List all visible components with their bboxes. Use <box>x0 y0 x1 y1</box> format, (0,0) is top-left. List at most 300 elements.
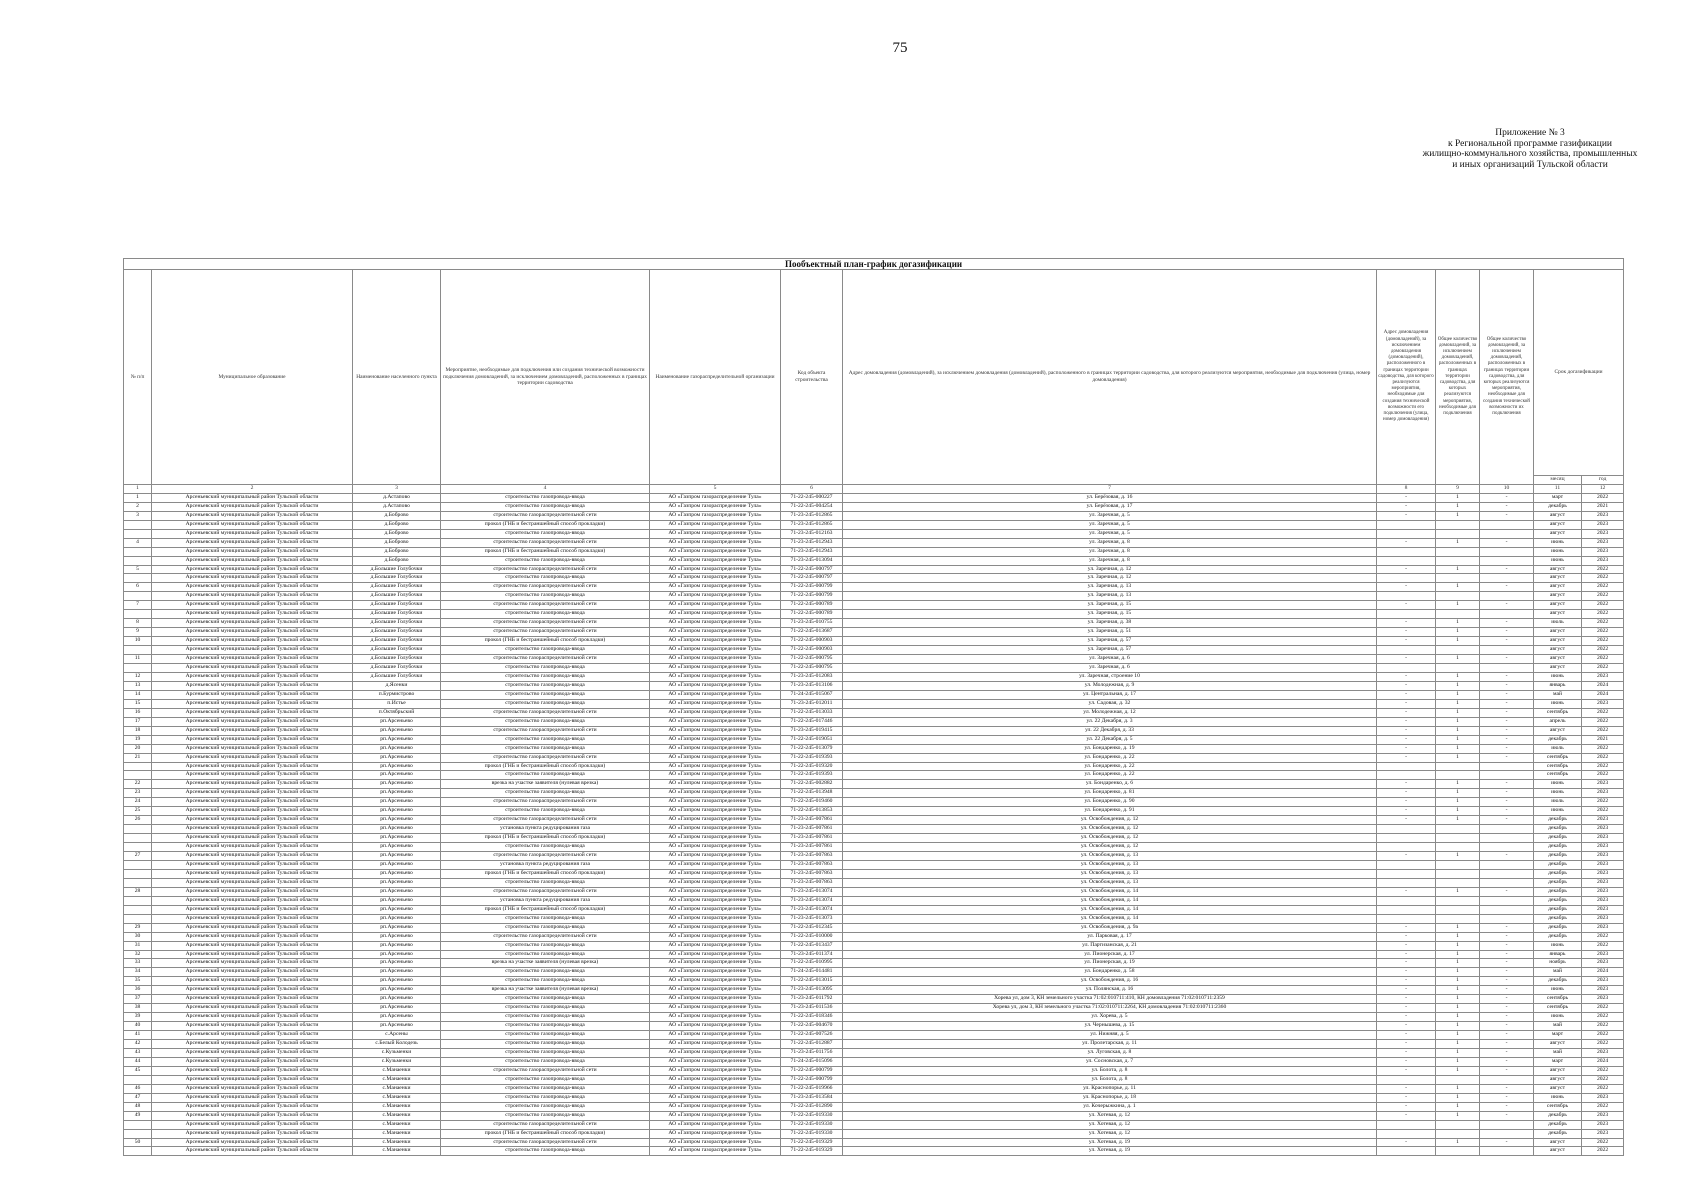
cell-address: ул. Заречная, д. 8 <box>843 556 1377 565</box>
cell-year: 2023 <box>1582 1129 1624 1138</box>
cell-row-number: 18 <box>124 726 152 735</box>
cell-municipality: Арсеньевский муниципальный район Тульской области <box>152 610 353 619</box>
cell-count-8 <box>1377 547 1436 556</box>
cell-municipality: Арсеньевский муниципальный район Тульской области <box>152 1075 353 1084</box>
cell-row-number: 28 <box>124 887 152 896</box>
cell-gas-organization: АО «Газпром газораспределение Тула» <box>650 601 781 610</box>
table-row <box>124 968 1624 977</box>
cell-row-number <box>124 860 152 869</box>
cell-count-8 <box>1377 1075 1436 1084</box>
cell-object-code: 71-22-245-010995 <box>781 959 843 968</box>
cell-count-10: - <box>1480 744 1534 753</box>
cell-count-9 <box>1436 556 1480 565</box>
cell-count-8: - <box>1377 565 1436 574</box>
cell-year: 2022 <box>1582 1084 1624 1093</box>
column-number: 5 <box>650 484 781 493</box>
cell-gas-organization: АО «Газпром газораспределение Тула» <box>650 717 781 726</box>
cell-address: ул. Полянская, д. 16 <box>843 986 1377 995</box>
cell-count-8: - <box>1377 744 1436 753</box>
cell-month: июнь <box>1534 789 1582 798</box>
cell-count-9: 1 <box>1436 852 1480 861</box>
cell-row-number: 14 <box>124 690 152 699</box>
cell-month: сентябрь <box>1534 1004 1582 1013</box>
cell-count-8: - <box>1377 601 1436 610</box>
cell-activity: строительство газопровода-ввода <box>441 771 650 780</box>
cell-object-code: 71-23-245-011374 <box>781 950 843 959</box>
cell-settlement: д.Большие Голубочки <box>353 592 441 601</box>
cell-settlement: п.Октябрьский <box>353 708 441 717</box>
cell-settlement: рп.Арсеньево <box>353 789 441 798</box>
cell-municipality: Арсеньевский муниципальный район Тульской области <box>152 887 353 896</box>
cell-activity: строительство газораспределительной сети <box>441 753 650 762</box>
cell-object-code: 71-23-245-019415 <box>781 726 843 735</box>
cell-activity: строительство газораспределительной сети <box>441 655 650 664</box>
page-number: 75 <box>892 40 908 56</box>
cell-year: 2023 <box>1582 914 1624 923</box>
cell-activity: прокол (ГНБ и бестраншейный способ прокладки) <box>441 520 650 529</box>
cell-row-number <box>124 771 152 780</box>
cell-municipality: Арсеньевский муниципальный район Тульской области <box>152 592 353 601</box>
cell-gas-organization: АО «Газпром газораспределение Тула» <box>650 896 781 905</box>
cell-settlement: д.Боброво <box>353 511 441 520</box>
cell-activity: установка пункта редуцирования газа <box>441 896 650 905</box>
cell-object-code: 71-22-245-000799 <box>781 1075 843 1084</box>
column-header: Наименование населенного пункта <box>353 270 441 485</box>
cell-month: сентябрь <box>1534 995 1582 1004</box>
cell-settlement: д.Большие Голубочки <box>353 583 441 592</box>
cell-year: 2022 <box>1582 619 1624 628</box>
cell-count-8: - <box>1377 583 1436 592</box>
cell-gas-organization: АО «Газпром газораспределение Тула» <box>650 511 781 520</box>
cell-count-9: 1 <box>1436 1102 1480 1111</box>
cell-year: 2023 <box>1582 905 1624 914</box>
cell-object-code: 71-22-245-019329 <box>781 1138 843 1147</box>
cell-activity: строительство газопровода-ввода <box>441 502 650 511</box>
cell-row-number: 17 <box>124 717 152 726</box>
cell-gas-organization: АО «Газпром газораспределение Тула» <box>650 762 781 771</box>
cell-municipality: Арсеньевский муниципальный район Тульской области <box>152 968 353 977</box>
cell-address: ул. Пионерская, д. 19 <box>843 959 1377 968</box>
cell-row-number <box>124 556 152 565</box>
cell-municipality: Арсеньевский муниципальный район Тульской области <box>152 735 353 744</box>
cell-municipality: Арсеньевский муниципальный район Тульской области <box>152 986 353 995</box>
cell-count-10 <box>1480 1120 1534 1129</box>
cell-address: ул. Заречная, строение 10 <box>843 672 1377 681</box>
column-header: Адрес домовладения (домовладений), за исключением домовладения (домовладений), расположенного в границах территории садоводства, для которого реализуются мероприятия, необходимые для создания технической возможности его подключения (улица, номер домовладения) <box>1377 270 1436 485</box>
cell-count-10: - <box>1480 780 1534 789</box>
cell-address: ул. Заречная, д. 12 <box>843 565 1377 574</box>
cell-count-9: 1 <box>1436 538 1480 547</box>
cell-count-10: - <box>1480 1138 1534 1147</box>
cell-count-9: 1 <box>1436 681 1480 690</box>
cell-count-8 <box>1377 914 1436 923</box>
cell-settlement: рп.Арсеньево <box>353 753 441 762</box>
cell-count-10: - <box>1480 1066 1534 1075</box>
cell-gas-organization: АО «Газпром газораспределение Тула» <box>650 789 781 798</box>
cell-activity: строительство газораспределительной сети <box>441 1120 650 1129</box>
cell-activity: строительство газопровода-ввода <box>441 977 650 986</box>
cell-count-10 <box>1480 556 1534 565</box>
cell-count-10 <box>1480 592 1534 601</box>
cell-municipality: Арсеньевский муниципальный район Тульской области <box>152 941 353 950</box>
cell-object-code: 71-23-245-012083 <box>781 672 843 681</box>
cell-count-10 <box>1480 896 1534 905</box>
cell-row-number: 32 <box>124 950 152 959</box>
cell-object-code: 71-22-245-019051 <box>781 735 843 744</box>
cell-activity: строительство газопровода-ввода <box>441 1075 650 1084</box>
cell-count-9 <box>1436 574 1480 583</box>
cell-year: 2023 <box>1582 959 1624 968</box>
cell-activity: строительство газопровода-ввода <box>441 672 650 681</box>
table-row <box>124 1040 1624 1049</box>
table-row <box>124 672 1624 681</box>
cell-object-code: 71-22-245-019320 <box>781 762 843 771</box>
cell-gas-organization: АО «Газпром газораспределение Тула» <box>650 771 781 780</box>
cell-row-number: 30 <box>124 932 152 941</box>
cell-year: 2023 <box>1582 538 1624 547</box>
cell-row-number: 29 <box>124 923 152 932</box>
cell-activity: строительство газораспределительной сети <box>441 932 650 941</box>
cell-row-number: 25 <box>124 807 152 816</box>
cell-address: ул. Хотевая, д. 12 <box>843 1111 1377 1120</box>
cell-count-10 <box>1480 646 1534 655</box>
cell-activity: строительство газопровода-ввода <box>441 493 650 502</box>
cell-year: 2022 <box>1582 1031 1624 1040</box>
cell-count-10: - <box>1480 538 1534 547</box>
cell-municipality: Арсеньевский муниципальный район Тульской области <box>152 717 353 726</box>
cell-address: ул. Бондаренко, д. 6 <box>843 780 1377 789</box>
cell-month: август <box>1534 646 1582 655</box>
cell-row-number: 13 <box>124 681 152 690</box>
gasification-schedule-table <box>123 258 1624 1156</box>
table-row <box>124 726 1624 735</box>
cell-year: 2022 <box>1582 655 1624 664</box>
cell-month: август <box>1534 1147 1582 1156</box>
cell-year: 2023 <box>1582 1049 1624 1058</box>
cell-count-10: - <box>1480 493 1534 502</box>
cell-count-10 <box>1480 664 1534 673</box>
cell-year: 2023 <box>1582 520 1624 529</box>
cell-address: ул. Бондаренко, д. 58 <box>843 968 1377 977</box>
cell-gas-organization: АО «Газпром газораспределение Тула» <box>650 1129 781 1138</box>
cell-gas-organization: АО «Газпром газораспределение Тула» <box>650 1022 781 1031</box>
cell-row-number: 42 <box>124 1040 152 1049</box>
table-row <box>124 529 1624 538</box>
cell-month: август <box>1534 610 1582 619</box>
cell-count-10 <box>1480 825 1534 834</box>
cell-object-code: 71-22-245-000797 <box>781 574 843 583</box>
cell-gas-organization: АО «Газпром газораспределение Тула» <box>650 672 781 681</box>
cell-count-8: - <box>1377 1057 1436 1066</box>
cell-municipality: Арсеньевский муниципальный район Тульской области <box>152 619 353 628</box>
cell-year: 2023 <box>1582 1111 1624 1120</box>
cell-row-number: 10 <box>124 637 152 646</box>
cell-address: ул. Нижняя, д. 5 <box>843 1031 1377 1040</box>
cell-object-code: 71-23-245-013074 <box>781 905 843 914</box>
cell-municipality: Арсеньевский муниципальный район Тульской области <box>152 834 353 843</box>
cell-year: 2022 <box>1582 1138 1624 1147</box>
cell-row-number: 16 <box>124 708 152 717</box>
cell-address: ул. Бондаренко, д. 22 <box>843 753 1377 762</box>
cell-count-8: - <box>1377 708 1436 717</box>
cell-gas-organization: АО «Газпром газораспределение Тула» <box>650 986 781 995</box>
cell-settlement: п.Бурмистрово <box>353 690 441 699</box>
cell-object-code: 71-22-245-000799 <box>781 1066 843 1075</box>
cell-count-8: - <box>1377 887 1436 896</box>
cell-activity: прокол (ГНБ и бестраншейный способ прокладки) <box>441 637 650 646</box>
table-row <box>124 583 1624 592</box>
cell-count-10: - <box>1480 655 1534 664</box>
cell-activity: строительство газопровода-ввода <box>441 744 650 753</box>
cell-count-9 <box>1436 905 1480 914</box>
table-row <box>124 547 1624 556</box>
cell-year: 2023 <box>1582 547 1624 556</box>
cell-gas-organization: АО «Газпром газораспределение Тула» <box>650 646 781 655</box>
cell-municipality: Арсеньевский муниципальный район Тульской области <box>152 664 353 673</box>
table-row <box>124 834 1624 843</box>
cell-object-code: 71-24-245-014481 <box>781 968 843 977</box>
cell-row-number <box>124 574 152 583</box>
cell-month: август <box>1534 520 1582 529</box>
cell-activity: прокол (ГНБ и бестраншейный способ прокладки) <box>441 869 650 878</box>
table-row <box>124 628 1624 637</box>
cell-municipality: Арсеньевский муниципальный район Тульской области <box>152 681 353 690</box>
cell-year: 2022 <box>1582 1004 1624 1013</box>
cell-count-10: - <box>1480 1022 1534 1031</box>
cell-row-number: 20 <box>124 744 152 753</box>
cell-row-number: 24 <box>124 798 152 807</box>
cell-count-10: - <box>1480 1040 1534 1049</box>
table-row <box>124 869 1624 878</box>
cell-count-9: 1 <box>1436 502 1480 511</box>
cell-settlement: д.Большие Голубочки <box>353 610 441 619</box>
cell-gas-organization: АО «Газпром газораспределение Тула» <box>650 878 781 887</box>
cell-count-8 <box>1377 771 1436 780</box>
cell-municipality: Арсеньевский муниципальный район Тульской области <box>152 520 353 529</box>
column-numbers-row <box>124 484 1624 493</box>
cell-count-10: - <box>1480 637 1534 646</box>
cell-year: 2023 <box>1582 1093 1624 1102</box>
cell-count-9: 1 <box>1436 753 1480 762</box>
cell-month: сентябрь <box>1534 753 1582 762</box>
cell-object-code: 71-24-245-015067 <box>781 690 843 699</box>
cell-municipality: Арсеньевский муниципальный район Тульской области <box>152 995 353 1004</box>
table-row <box>124 959 1624 968</box>
cell-object-code: 71-22-245-007526 <box>781 1031 843 1040</box>
table-row <box>124 601 1624 610</box>
cell-address: ул. Заречная, д. 5 <box>843 529 1377 538</box>
cell-year: 2023 <box>1582 780 1624 789</box>
cell-month: декабрь <box>1534 1129 1582 1138</box>
cell-address: ул. Освобождения, д. 16 <box>843 977 1377 986</box>
cell-year: 2022 <box>1582 1075 1624 1084</box>
cell-settlement: рп.Арсеньево <box>353 914 441 923</box>
cell-settlement: с.Манаенки <box>353 1102 441 1111</box>
cell-row-number <box>124 547 152 556</box>
cell-municipality: Арсеньевский муниципальный район Тульской области <box>152 1022 353 1031</box>
table-row <box>124 1129 1624 1138</box>
cell-municipality: Арсеньевский муниципальный район Тульской области <box>152 860 353 869</box>
cell-settlement: д.Большие Голубочки <box>353 565 441 574</box>
cell-municipality: Арсеньевский муниципальный район Тульской области <box>152 690 353 699</box>
cell-gas-organization: АО «Газпром газораспределение Тула» <box>650 887 781 896</box>
cell-count-10: - <box>1480 852 1534 861</box>
cell-municipality: Арсеньевский муниципальный район Тульской области <box>152 538 353 547</box>
cell-activity: строительство газопровода-ввода <box>441 529 650 538</box>
cell-month: июль <box>1534 619 1582 628</box>
cell-object-code: 71-23-245-007861 <box>781 843 843 852</box>
cell-month: август <box>1534 1040 1582 1049</box>
cell-row-number: 37 <box>124 995 152 1004</box>
cell-count-10 <box>1480 1129 1534 1138</box>
cell-year: 2022 <box>1582 565 1624 574</box>
cell-gas-organization: АО «Газпром газораспределение Тула» <box>650 493 781 502</box>
cell-month: август <box>1534 511 1582 520</box>
cell-activity: прокол (ГНБ и бестраншейный способ прокладки) <box>441 1129 650 1138</box>
cell-count-8 <box>1377 1147 1436 1156</box>
cell-municipality: Арсеньевский муниципальный район Тульской области <box>152 825 353 834</box>
cell-row-number: 44 <box>124 1057 152 1066</box>
cell-count-8: - <box>1377 637 1436 646</box>
cell-address: ул. Заречная, д. 15 <box>843 601 1377 610</box>
cell-gas-organization: АО «Газпром газораспределение Тула» <box>650 816 781 825</box>
cell-object-code: 71-22-245-000227 <box>781 493 843 502</box>
cell-row-number: 11 <box>124 655 152 664</box>
cell-count-8 <box>1377 664 1436 673</box>
cell-count-8 <box>1377 1120 1436 1129</box>
cell-count-9 <box>1436 896 1480 905</box>
cell-year: 2023 <box>1582 556 1624 565</box>
cell-activity: строительство газопровода-ввода <box>441 681 650 690</box>
cell-month: декабрь <box>1534 932 1582 941</box>
cell-row-number: 40 <box>124 1022 152 1031</box>
cell-year: 2023 <box>1582 511 1624 520</box>
cell-month: июнь <box>1534 807 1582 816</box>
cell-activity: строительство газораспределительной сети <box>441 887 650 896</box>
cell-row-number <box>124 1129 152 1138</box>
cell-object-code: 71-22-245-004254 <box>781 502 843 511</box>
cell-row-number: 9 <box>124 628 152 637</box>
cell-year: 2022 <box>1582 574 1624 583</box>
cell-address: ул. Освобождения, д. 14 <box>843 905 1377 914</box>
table-row <box>124 1102 1624 1111</box>
cell-count-10: - <box>1480 511 1534 520</box>
cell-year: 2023 <box>1582 869 1624 878</box>
appendix-line: и иных организаций Тульской области <box>1452 159 1608 170</box>
cell-settlement: д.Боброво <box>353 538 441 547</box>
cell-municipality: Арсеньевский муниципальный район Тульской области <box>152 547 353 556</box>
column-header: Наименование газораспределительной организации <box>650 270 781 485</box>
cell-month: июль <box>1534 744 1582 753</box>
cell-month: август <box>1534 574 1582 583</box>
cell-settlement: д.Большие Голубочки <box>353 637 441 646</box>
cell-activity: строительство газопровода-ввода <box>441 789 650 798</box>
cell-count-9: 1 <box>1436 735 1480 744</box>
cell-count-8: - <box>1377 753 1436 762</box>
cell-activity: прокол (ГНБ и бестраншейный способ прокладки) <box>441 834 650 843</box>
cell-activity: строительство газопровода-ввода <box>441 1057 650 1066</box>
cell-count-8: - <box>1377 852 1436 861</box>
cell-object-code: 71-23-245-011792 <box>781 995 843 1004</box>
cell-month: июль <box>1534 798 1582 807</box>
cell-month: сентябрь <box>1534 762 1582 771</box>
cell-count-9: 1 <box>1436 986 1480 995</box>
column-header: Муниципальное образование <box>152 270 353 485</box>
cell-count-8: - <box>1377 1031 1436 1040</box>
cell-municipality: Арсеньевский муниципальный район Тульской области <box>152 923 353 932</box>
cell-year: 2024 <box>1582 681 1624 690</box>
cell-gas-organization: АО «Газпром газораспределение Тула» <box>650 923 781 932</box>
cell-activity: прокол (ГНБ и бестраншейный способ прокладки) <box>441 762 650 771</box>
cell-settlement: с.Белый Колодезь <box>353 1040 441 1049</box>
cell-object-code: 71-22-245-000789 <box>781 601 843 610</box>
cell-year: 2022 <box>1582 628 1624 637</box>
cell-count-9: 1 <box>1436 1057 1480 1066</box>
cell-month: декабрь <box>1534 816 1582 825</box>
cell-address: ул. Хотевая, д. 12 <box>843 1120 1377 1129</box>
cell-month: июнь <box>1534 538 1582 547</box>
cell-count-8: - <box>1377 502 1436 511</box>
cell-count-9: 1 <box>1436 619 1480 628</box>
cell-count-8: - <box>1377 1102 1436 1111</box>
cell-municipality: Арсеньевский муниципальный район Тульской области <box>152 1084 353 1093</box>
cell-gas-organization: АО «Газпром газораспределение Тула» <box>650 1084 781 1093</box>
cell-gas-organization: АО «Газпром газораспределение Тула» <box>650 1031 781 1040</box>
cell-object-code: 71-23-245-011756 <box>781 1049 843 1058</box>
cell-municipality: Арсеньевский муниципальный район Тульской области <box>152 708 353 717</box>
cell-municipality: Арсеньевский муниципальный район Тульской области <box>152 628 353 637</box>
cell-gas-organization: АО «Газпром газораспределение Тула» <box>650 753 781 762</box>
table-row <box>124 816 1624 825</box>
cell-count-9: 1 <box>1436 1138 1480 1147</box>
cell-year: 2023 <box>1582 896 1624 905</box>
cell-settlement: рп.Арсеньево <box>353 1013 441 1022</box>
cell-address: Хорева ул, дом 3, КН земельного участка 71:02:010711:410, КН домовладения 71:02:010711:2359 <box>843 995 1377 1004</box>
cell-address: ул. Заречная, д. 8 <box>843 538 1377 547</box>
appendix-line: Приложение № 3 <box>1495 128 1565 138</box>
cell-activity: строительство газопровода-ввода <box>441 843 650 852</box>
cell-row-number <box>124 834 152 843</box>
cell-count-10: - <box>1480 1013 1534 1022</box>
cell-settlement: д.Боброво <box>353 520 441 529</box>
cell-activity: строительство газопровода-ввода <box>441 941 650 950</box>
cell-count-8: - <box>1377 1022 1436 1031</box>
cell-count-9: 1 <box>1436 968 1480 977</box>
cell-activity: строительство газопровода-ввода <box>441 592 650 601</box>
cell-month: апрель <box>1534 717 1582 726</box>
cell-activity: врезка на участке заявителя (нулевая врезка) <box>441 959 650 968</box>
cell-count-8: - <box>1377 1111 1436 1120</box>
cell-settlement: с.Манаенки <box>353 1120 441 1129</box>
cell-count-8 <box>1377 1129 1436 1138</box>
cell-address: ул. Парковая, д. 17 <box>843 932 1377 941</box>
cell-count-8 <box>1377 869 1436 878</box>
cell-row-number: 39 <box>124 1013 152 1022</box>
cell-count-10: - <box>1480 672 1534 681</box>
cell-object-code: 71-22-245-000795 <box>781 664 843 673</box>
cell-object-code: 71-22-245-013015 <box>781 977 843 986</box>
cell-count-8: - <box>1377 1049 1436 1058</box>
table-row <box>124 1013 1624 1022</box>
cell-gas-organization: АО «Газпром газораспределение Тула» <box>650 1040 781 1049</box>
cell-month: август <box>1534 637 1582 646</box>
cell-count-10: - <box>1480 708 1534 717</box>
cell-municipality: Арсеньевский муниципальный район Тульской области <box>152 646 353 655</box>
cell-settlement: рп.Арсеньево <box>353 735 441 744</box>
cell-row-number: 36 <box>124 986 152 995</box>
cell-month: июнь <box>1534 556 1582 565</box>
cell-address: ул. Освобождения, д. 12 <box>843 825 1377 834</box>
